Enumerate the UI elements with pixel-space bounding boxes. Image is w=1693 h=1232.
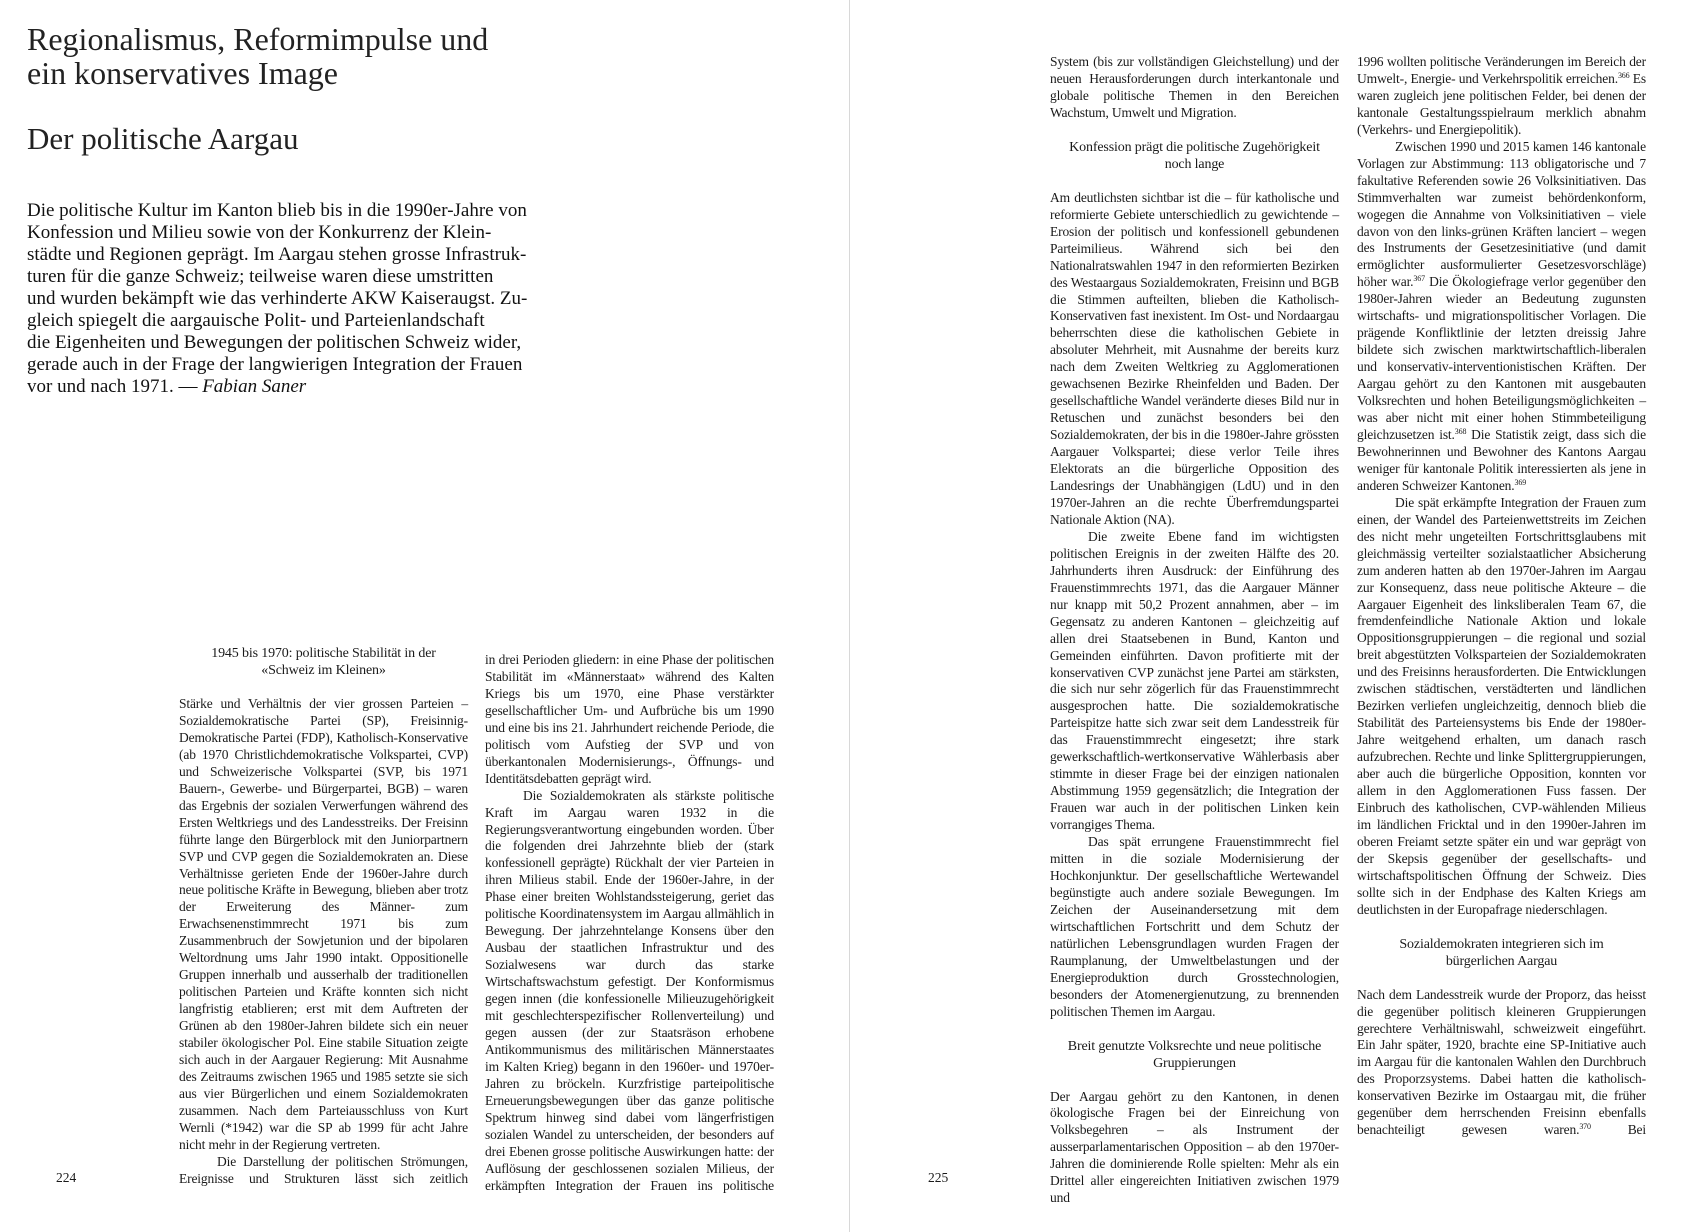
left-column-1 (179, 645, 468, 1188)
lead-line: vor und nach 1971. — (27, 376, 203, 397)
subheading: Konfession prägt die politische Zugehörigkeit noch lange (1069, 139, 1320, 172)
lead-line: gleich spiegelt die aargauische Polit- und Parteienlandschaft (27, 310, 485, 331)
chapter-title-line: ein konservatives Image (27, 55, 338, 91)
footnote-ref[interactable]: 369 (1514, 477, 1527, 487)
lead-line: städte und Regionen geprägt. Im Aargau stehen grosse Infrastruk- (27, 244, 527, 265)
text: Bei (1590, 1122, 1646, 1138)
lead-paragraph (27, 200, 557, 398)
paragraph: Die Sozialdemokraten als stärkste politische Kraft im Aargau waren 1932 in die Regierungsverantwortung eingebunden worden. Über die folgenden drei Jahrzehnte blieb der (stark konfessionell geprägte) Rückhalt der vier Parteien in ihren Milieus stabil. Ende der 1960er-Jahre, in der Phase einer breiten Wohlstandssteigerung, geriet das politische Koordinatensystem im Aargau allmählich in Bewegung. Der jahrzehntelange Konsens über den Ausbau der staatlichen Infrastruktur und des Sozialwesens war durch das starke Wirtschaftswachstum gefestigt. Der Konformismus gegen innen (die konfessionelle Milieuzugehörigkeit mit geschlechterspezifischer Rollenverteilung) und gegen aussen (der zur Staatsräson erhobene Antikommunismus des militärischen Männerstaates im Kalten Krieg) begann in den 1960er- und 1970er-Jahren zu bröckeln. Kurzfristige parteipolitische Erneuerungsbewegungen über das ganze politische Spektrum hinweg sind dabei vom längerfristigen sozialen Wandel zu unterscheiden, der besonders auf drei Ebenen grosse politische Auswirkungen hatte: der Auflösung der geschlossenen sozialen Milieus, der erkämpften Integration der Frauen ins politische (485, 787, 774, 1193)
lead-line: Die politische Kultur im Kanton blieb bis in die 1990er-Jahre von (27, 200, 527, 221)
paragraph: Die Darstellung der politischen Strömungen, Ereignisse und Strukturen lässt sich zeitlich (179, 1153, 468, 1186)
page-number-left: 224 (56, 1170, 77, 1185)
chapter-title (27, 22, 488, 90)
paragraph: Die spät erkämpfte Integration der Frauen zum einen, der Wandel des Parteienwettstreits im Zeichen des nicht mehr ungeteilten Fortschrittsglaubens mit gleichmässig verteilter sozialstaatlicher Absicherung zum anderen hatten ab den 1970er-Jahren im Aargau zur Konsequenz, dass neue politische Akteure – die Aargauer Eigenheit des linksliberalen Team 67, die fremdenfeindliche Nationale Aktion und lokale Oppositionsgruppierungen – die regional und sozial breit abgestützten Volksparteien der Sozialdemokraten und des Freisinns herausforderten. Die Entwicklungen zwischen städtischen, verstädterten und ländlichen Bezirken verliefen ungleichzeitig, dennoch blieb die Stabilität des Parteiensystems bis Ende der 1980er-Jahre weitgehend erhalten, um danach rasch aufzubrechen. Rechte und linke Splittergruppierungen, aber auch die bürgerliche Opposition, konnten vor allem in den Agglomerationen Fuss fassen. Der Einbruch des katholischen, CVP-wählenden Milieus im ländlichen Fricktal und in den 1990er-Jahren im oberen Freiamt setzte später ein und war geprägt von der Skepsis gegenüber der gesellschafts- und wirtschaftspolitischen Öffnung der Schweiz. Dies sollte sich in der Endphase des Kalten Kriegs am deutlichsten in der Europafrage niederschlagen. (1357, 494, 1646, 917)
section-title: Der politische Aargau (27, 121, 299, 156)
text: Die Ökologiefrage verlor gegenüber den 1980er-Jahren wieder an Bedeutung zugunsten wirtschafts- und migrationspolitischer Vorlagen. Die prägende Konfliktlinie der letzten dreissig Jahre bildete sich zwischen marktwirtschaftlich-liberalen und konservativ-interventionistischen Kräften. Der Aargau gehört zu den Kantonen mit ausgebauten Volksrechten und hohen Beteiligungsmöglichkeiten – was aber nicht mit einer hohen Stimmbeteiligung gleichzusetzen ist. (1357, 274, 1646, 442)
left-column-2 (485, 652, 774, 1195)
text: Nach dem Landesstreik wurde der Proporz, das heisst die gegenüber politisch kleineren Gruppierungen gerechtere Verhältniswahl, schweizweit eingeführt. Ein Jahr später, 1920, brachte eine SP-Initiative auch im Aargau für die kantonalen Wahlen den Durchbruch des Proporzsystems. Dabei hatten die katholisch-konservativen Bezirke im Ostaargau mit, die früher gegenüber dem herrschenden Freisinn ebenfalls benachteiligt gewesen waren. (1357, 986, 1646, 1138)
lead-line: gerade auch in der Frage der langwierigen Integration der Frauen (27, 354, 523, 375)
paragraph (1357, 987, 1646, 1140)
paragraph: Der Aargau gehört zu den Kantonen, in denen ökologische Fragen bei der Einreichung von Volksbegehren – als Instrument der ausserparlamentarischen Opposition – ab den 1970er-Jahren die dominierende Rolle spielten: Mehr als ein Drittel aller eingereichten Initiativen zwischen 1979 und (1050, 1088, 1339, 1206)
subheading: Breit genutzte Volksrechte und neue politische Gruppierungen (1067, 1038, 1322, 1071)
page-gutter-divider (849, 0, 850, 1232)
text: Es waren zugleich jene politischen Felder, bei denen der kantonale Gestaltungsspielraum merklich abnahm (Verkehrs- und Energiepolitik). (1357, 70, 1646, 137)
text: Zwischen 1990 und 2015 kamen 146 kantonale Vorlagen zur Abstimmung: 113 obligatorische und 7 fakultative Referenden sowie 26 Volksinitiativen. Das Stimmverhalten war zumeist behördenkonform, wogegen die Annahme von Volksinitiativen – viele davon von den links-grünen Kräften lanciert – wegen des Instruments der Gesetzesinitiative (und damit ermöglichter ausformulierter Gesetzesvorschläge) höher war. (1357, 138, 1646, 290)
lead-last-line (27, 376, 557, 398)
subheading: Sozialdemokraten integrieren sich im bürgerlichen Aargau (1399, 936, 1604, 969)
paragraph (1357, 139, 1646, 495)
paragraph: Die zweite Ebene fand im wichtigsten politischen Ereignis in der zweiten Hälfte des 20. Jahrhunderts ihren Ausdruck: der Einführung des Frauenstimmrechts 1971, das die Aargauer Männer nur knapp mit 50,2 Prozent annahmen, aber – im Gegensatz zu anderen Kantonen – gleichzeitig auf allen drei Staatsebenen in Bund, Kanton und Gemeinden einführten. Davon profitierte mit der konservativen CVP zunächst jene Partei am stärksten, die sich nur sehr zögerlich für das Frauenstimmrecht ausgesprochen hatte. Die sozialdemokratische Parteispitze hatte sich zwar seit dem Landesstreik für das Frauenstimmrecht eingesetzt; ihre stark gewerkschaftlich-wertkonservative Wählerbasis aber stimmte in dieser Frage bei der einzigen nationalen Abstimmung 1959 gegensätzlich; die Integration der Frauen war auch in der politischen Linken kein vorrangiges Thema. (1050, 528, 1339, 833)
footnote-ref[interactable]: 368 (1454, 426, 1467, 436)
footnote-ref[interactable]: 370 (1579, 1122, 1591, 1132)
text: Die Statistik zeigt, dass sich die Bewohnerinnen und Bewohner des Kantons Aargau weniger für kantonale Politik interessierten als jene in anderen Schweizer Kantonen. (1357, 426, 1646, 493)
right-column-2 (1357, 54, 1646, 1139)
lead-line: Konfession und Milieu sowie von der Konkurrenz der Klein- (27, 222, 492, 243)
paragraph (1357, 54, 1646, 139)
paragraph: Stärke und Verhältnis der vier grossen Parteien – Sozialdemokratische Partei (SP), Freisinnig-Demokratische Partei (FDP), Katholisch-Konservative (ab 1970 Christlichdemokratische Volkspartei, CVP) und Schweizerische Volkspartei (SVP, bis 1971 Bauern-, Gewerbe- und Bürgerpartei, BGB) – waren das Ergebnis der sozialen Verwerfungen während des Ersten Weltkriegs und des Landesstreiks. Der Freisinn führte lange den Bürgerblock mit den Juniorpartnern SVP und CVP gegen die Sozialdemokraten an. Diese Verhältnisse gerieten Ende der 1960er-Jahre durch neue politische Kräfte in Bewegung, blieben aber trotz der Erweiterung des Männer- zum Erwachsenenstimmrecht 1971 bis zum Zusammenbruch der Sowjetunion und der bipolaren Weltordnung ums Jahr 1990 intakt. Oppositionelle Gruppen innerhalb und ausserhalb der traditionellen politischen Parteien und Kräfte konnten sich nicht langfristig etablieren; erst mit dem Auftreten der Grünen ab den 1980er-Jahren bildete sich ein neuer stabiler ökologischer Pol. Eine stabile Situation zeigte sich auch in der Aargauer Regierung: Mit Ausnahme des Zeitraums zwischen 1965 und 1985 setzte sie sich aus vier Bürgerlichen und einem Sozialdemokraten zusammen. Nach dem Parteiausschluss von Kurt Wernli (*1942) war die SP ab 1999 für acht Jahre nicht mehr in der Regierung vertreten. (179, 696, 468, 1152)
subheading: 1945 bis 1970: politische Stabilität in der «Schweiz im Kleinen» (211, 646, 436, 678)
right-column-1 (1050, 54, 1339, 1207)
paragraph: Das spät errungene Frauenstimmrecht fiel mitten in die soziale Modernisierung der Hochkonjunktur. Der gesellschaftliche Wertewandel begünstigte auch andere soziale Bewegungen. Im Zeichen der Auseinandersetzung mit dem wirtschaftlichen Fortschritt und dem Schutz der natürlichen Lebensgrundlagen wurden Fragen der Raumplanung, der Umweltbelastungen und der Energieproduktion durch Grosstechnologien, besonders der Atomenergienutzung, zu brennenden politischen Themen im Aargau. (1050, 834, 1339, 1019)
paragraph: Am deutlichsten sichtbar ist die – für katholische und reformierte Gebiete unterschiedlich zu gewichtende – Erosion der politisch und konfessionell gebundenen Parteimilieus. Während sich bei den Nationalratswahlen 1947 in den reformierten Bezirken des Westaargaus Sozialdemokraten, Freisinn und BGB die Stimmen aufteilten, blieben die Katholisch-Konservativen fast inexistent. Im Ost- und Nordaargau beherrschten diese die katholischen Gebiete in absoluter Mehrheit, mit Ausnahme der bereits kurz nach dem Zweiten Weltkrieg zu Agglomerationen gewachsenen Bezirke Rheinfelden und Baden. Der gesellschaftliche Wandel veränderte dieses Bild nur in Retuschen und zunächst besonders bei den Sozialdemokraten, der bis in die 1980er-Jahre grössten Aargauer Volkspartei; diese verlor Teile ihres Elektorats an die bürgerliche Opposition des Landesrings der Unabhängigen (LdU) und in den 1970er-Jahren an die rechte Überfremdungspartei Nationale Aktion (NA). (1050, 189, 1339, 527)
paragraph: in drei Perioden gliedern: in eine Phase der politischen Stabilität im «Männerstaat» während des Kalten Kriegs bis um 1970, eine Phase verstärkter gesellschaftlicher Um- und Aufbrüche bis um 1990 und eine bis ins 21. Jahrhundert reichende Periode, die politisch vom Aufstieg der SVP und von überkantonalen Modernisierungs-, Öffnungs- und Identitätsdebatten geprägt wird. (485, 652, 774, 786)
text: 1996 wollten politische Veränderungen im Bereich der Umwelt-, Energie- und Verkehrspolitik erreichen. (1357, 54, 1646, 86)
author-name: Fabian Saner (202, 376, 307, 397)
lead-line: und wurden bekämpft wie das verhinderte AKW Kaiseraugst. Zu- (27, 288, 528, 309)
footnote-ref[interactable]: 366 (1617, 70, 1630, 80)
lead-line: die Eigenheiten und Bewegungen der politischen Schweiz wider, (27, 332, 522, 353)
page-number-right: 225 (928, 1170, 949, 1185)
chapter-title-line: Regionalismus, Reformimpulse und (27, 21, 489, 57)
footnote-ref[interactable]: 367 (1413, 274, 1425, 284)
lead-line: turen für die ganze Schweiz; teilweise waren diese umstritten (27, 266, 494, 287)
paragraph: System (bis zur vollständigen Gleichstellung) und der neuen Herausforderungen durch interkantonale und globale politische Themen in den Bereichen Wachstum, Umwelt und Migration. (1050, 54, 1339, 120)
